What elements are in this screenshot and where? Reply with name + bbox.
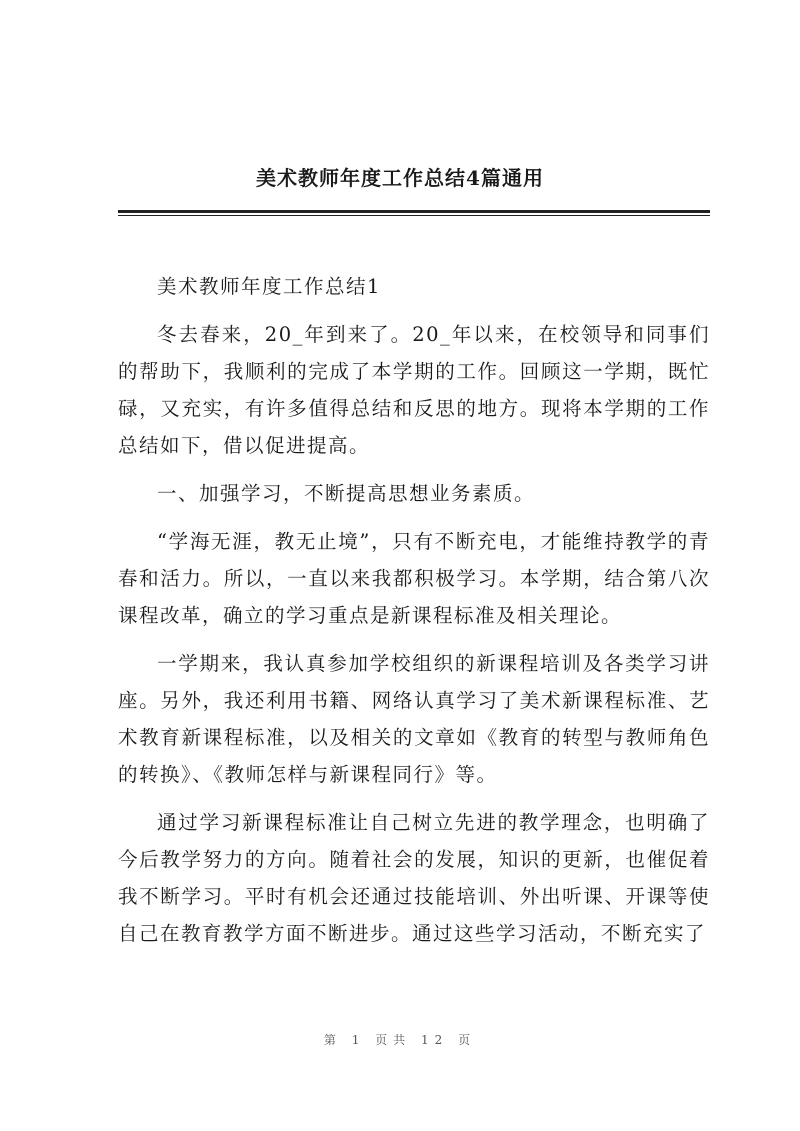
page-footer: 第 1 页共 12 页 (323, 1033, 477, 1047)
section-heading: 美术教师年度工作总结1 (157, 275, 381, 298)
title-divider-thin (118, 215, 710, 216)
document-body (118, 268, 710, 963)
paragraph: 冬去春来，20_年到来了。20_年以来，在校领导和同事们的帮助下，我顺利的完成了本学期的工作。回顾这一学期，既忙碌，又充实，有许多值得总结和反思的地方。现将本学期的工作总结如下，借以促进提高。 (118, 323, 710, 457)
paragraph: 通过学习新课程标准让自己树立先进的教学理念，也明确了今后教学努力的方向。随着社会的发展，知识的更新，也催促着我不断学习。平时有机会还通过技能培训、外出听课、开课等使自己在教育教学方面不断进步。通过这些学习活动，不断充实了 (118, 811, 710, 945)
subsection-heading: 一、加强学习，不断提高思想业务素质。 (157, 482, 536, 505)
paragraph: 一学期来，我认真参加学校组织的新课程培训及各类学习讲座。另外，我还利用书籍、网络认真学习了美术新课程标准、艺术教育新课程标准，以及相关的文章如《教育的转型与教师角色的转换》、《教师怎样与新课程同行》等。 (118, 652, 710, 786)
paragraph: “学海无涯，教无止境”，只有不断充电，才能维持教学的青春和活力。所以，一直以来我都积极学习。本学期，结合第八次课程改革，确立的学习重点是新课程标准及相关理论。 (118, 530, 710, 627)
document-title: 美术教师年度工作总结4篇通用 (256, 166, 544, 190)
title-divider (118, 210, 710, 213)
